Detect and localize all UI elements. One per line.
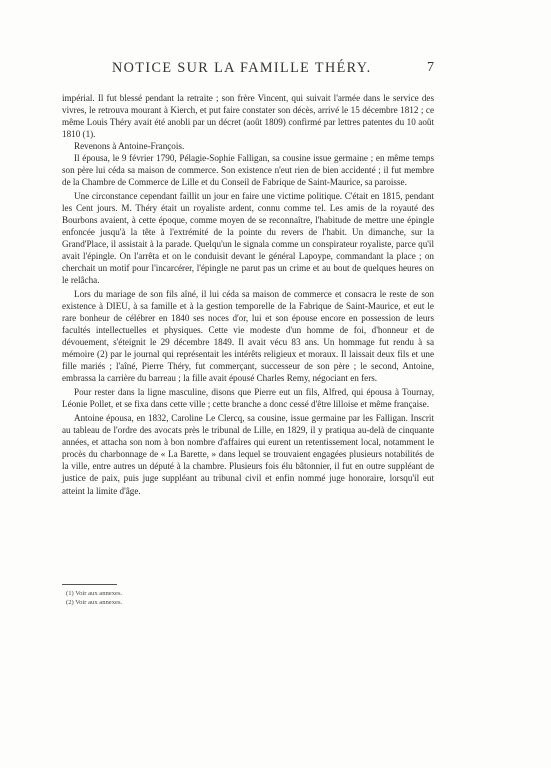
running-title: NOTICE SUR LA FAMILLE THÉRY. (112, 60, 372, 76)
paragraph-later-life: Lors du mariage de son fils aîné, il lui céda sa maison de commerce et consacra le reste de son existence à DIEU, à sa famille et à la gestion temporelle de la Fabrique de Saint-Maurice, et eut le rare bonheur de célébrer en 1840 ses noces d'or, lui et son épouse encore en possession de leurs facultés intellectuelles et physiques. Cette vie modeste d'un homme de foi, d'honneur et de dévouement, s'éteignit le 29 décembre 1849. Il avait vécu 83 ans. Un hommage fut rendu à sa mémoire (2) par le journal qui représentait les intérêts religieux et moraux. Il laissait deux fils et une fille mariés ; l'aîné, Pierre Théry, fut commerçant, successeur de son père ; le second, Antoine, embrassa la carrière du barreau ; la fille avait épousé Charles Remy, négociant en fers. (62, 289, 434, 384)
footnote-separator (62, 584, 117, 585)
paragraph-male-line: Pour rester dans la ligne masculine, disons que Pierre eut un fils, Alfred, qui épousa à Tournay, Léonie Pollet, et se fixa dans cette ville ; cette branche a donc cessé d'être lilloise et même française. (62, 387, 434, 410)
body-text (62, 92, 434, 497)
footnote-2: (2) Voir aux annexes. (66, 599, 123, 606)
paragraph-transition: Revenons à Antoine-François. (74, 141, 185, 152)
running-header (62, 60, 434, 82)
page-number: 7 (427, 60, 434, 75)
paragraph-political-incident: Une circonstance cependant faillit un jour en faire une victime politique. C'était en 1815, pendant les Cent jours. M. Théry était un royaliste ardent, connu comme tel. Les amis de la royauté des Bourbons avaient, à cette époque, comme moyen de se reconnaître, l'habitude de mettre une épingle enfoncée jusqu'à la tête à l'extrémité de la pointe du revers de l'habit. Un dimanche, sur la Grand'Place, il assistait à la parade. Quelqu'un le signala comme un conspirateur royaliste, parce qu'il avait l'épingle. On l'arrêta et on le conduisit devant le général Lapoype, commandant la place ; on cherchait un motif pour l'incarcérer, l'épingle ne parut pas un crime et au bout de quelques heures on le relâcha. (62, 191, 434, 286)
paragraph-continuation: impérial. Il fut blessé pendant la retraite ; son frère Vincent, qui suivait l'armée dans le service des vivres, le retrouva mourant à Kierch, et put faire constater son décès, arrivé le 15 décembre 1812 ; ce même Louis Théry avait été anobli par un décret (août 1809) confirmé par lettres patentes du 10 août 1810 (1). (62, 93, 434, 140)
paragraph-marriage: Il épousa, le 9 février 1790, Pélagie-Sophie Falligan, sa cousine issue germaine ; en même temps son père lui céda sa maison de commerce. Son existence n'eut rien de bien accidenté ; il fut membre de la Chambre de Commerce de Lille et du Conseil de Fabrique de Saint-Maurice, sa paroisse. (62, 153, 434, 188)
footnote-1: (1) Voir aux annexes. (66, 590, 123, 597)
paragraph-antoine: Antoine épousa, en 1832, Caroline Le Clercq, sa cousine, issue germaine par les Falligan. Inscrit au tableau de l'ordre des avocats près le tribunal de Lille, en 1829, il y pratiqua au-delà de cinquante années, et attacha son nom à bon nombre d'affaires qui eurent un retentissement local, notamment le procès du charbonnage de « La Barette, » dans lequel se trouvaient engagées plusieurs notabilités de la ville, entre autres un député à la chambre. Plusieurs fois élu bâtonnier, il fut en outre suppléant de justice de paix, puis juge suppléant au tribunal civil et enfin nommé juge honoraire, lorsqu'il eut atteint la limite d'âge. (62, 413, 434, 496)
footnotes (66, 589, 426, 607)
